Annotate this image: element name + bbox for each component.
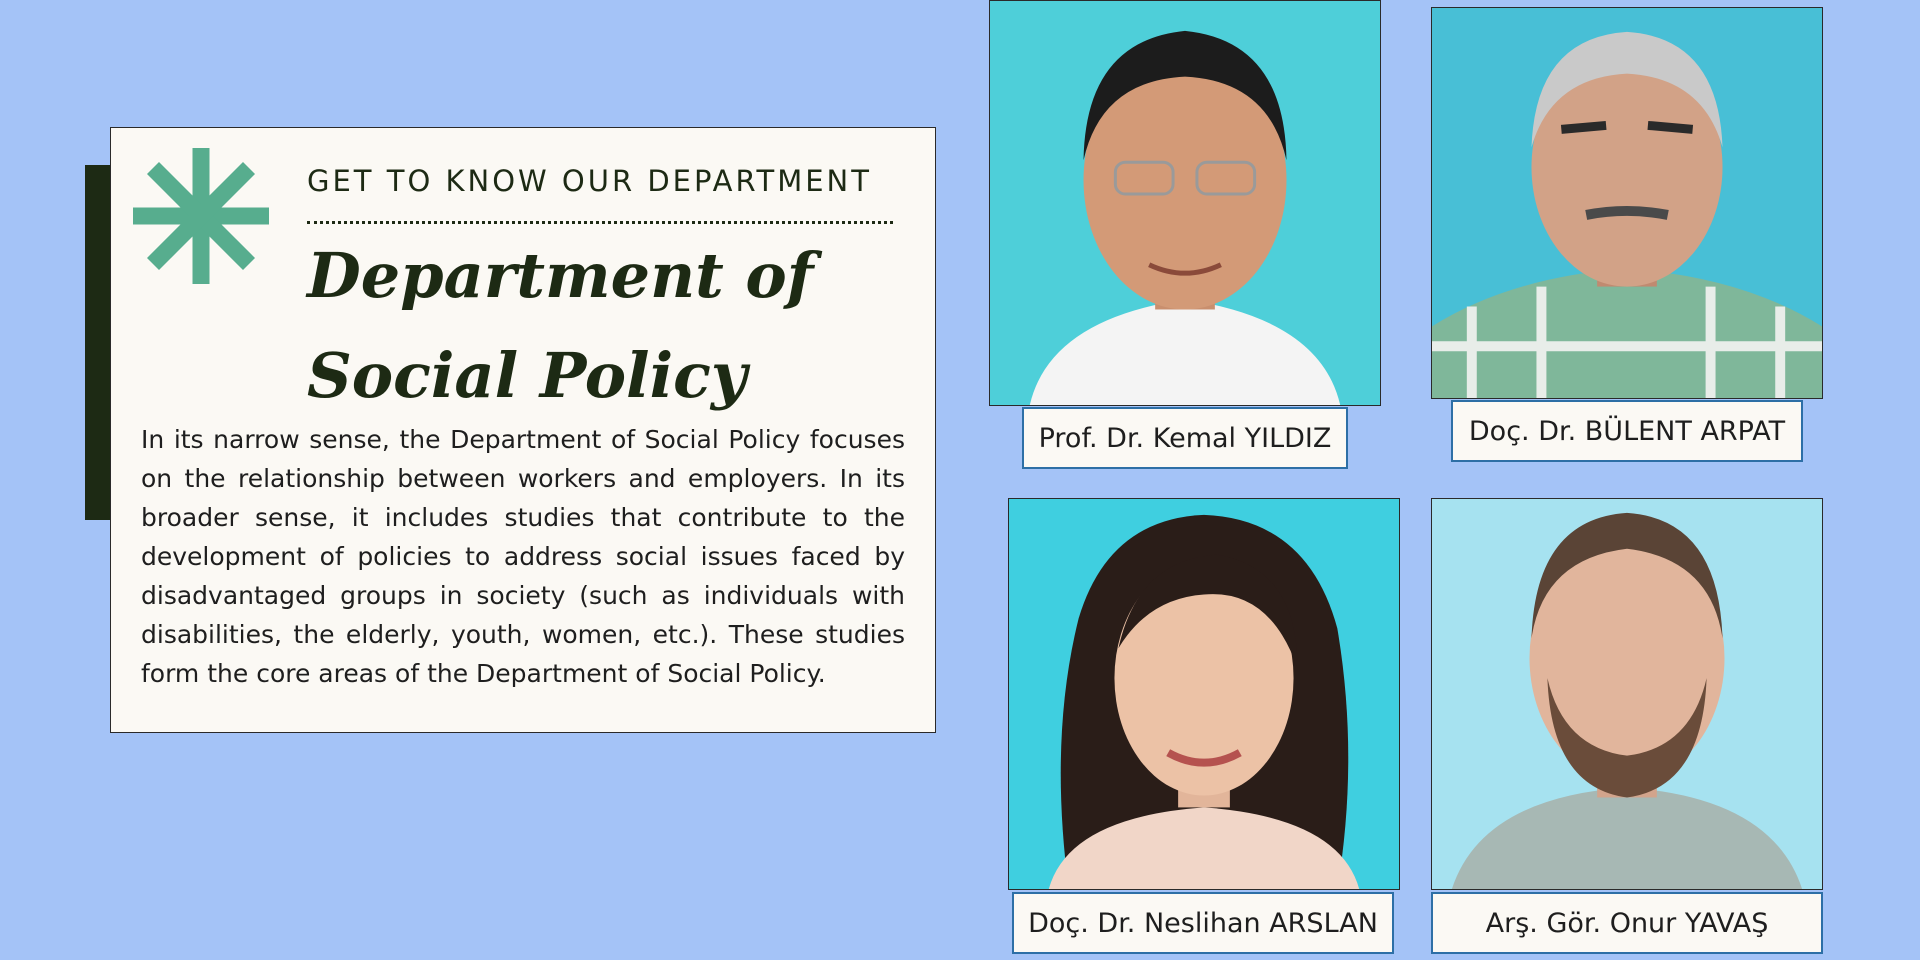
staff-photo-onur-yavas	[1431, 498, 1823, 890]
staff-photo-kemal-yildiz	[989, 0, 1381, 406]
person-portrait-icon	[1432, 499, 1822, 889]
person-portrait-icon	[1432, 8, 1822, 398]
staff-name-label: Prof. Dr. Kemal YILDIZ	[1022, 407, 1348, 469]
accent-side-bar	[85, 165, 111, 520]
section-kicker: GET TO KNOW OUR DEPARTMENT	[307, 164, 872, 198]
staff-name-label: Doç. Dr. BÜLENT ARPAT	[1451, 400, 1803, 462]
department-description: In its narrow sense, the Department of Social Policy focuses on the relationship between workers and employers. In its broader sense, it includes studies that contribute to the development of policies to address social issues faced by disadvantaged groups in society (such as individuals with disabilities, the elderly, youth, women, etc.). These studies form the core areas of the Department of Social Policy.	[141, 425, 905, 688]
dotted-divider	[307, 221, 893, 224]
person-portrait-icon	[990, 1, 1380, 405]
department-intro-card	[110, 127, 936, 733]
staff-photo-neslihan-arslan	[1008, 498, 1400, 890]
asterisk-icon	[131, 148, 271, 288]
staff-name-label: Arş. Gör. Onur YAVAŞ	[1431, 892, 1823, 954]
title-line-2: Social Policy	[307, 339, 747, 412]
person-portrait-icon	[1009, 499, 1399, 889]
staff-name-label: Doç. Dr. Neslihan ARSLAN	[1012, 892, 1394, 954]
staff-photo-bulent-arpat	[1431, 7, 1823, 399]
page-title	[307, 226, 813, 426]
title-line-1: Department of	[307, 239, 814, 312]
